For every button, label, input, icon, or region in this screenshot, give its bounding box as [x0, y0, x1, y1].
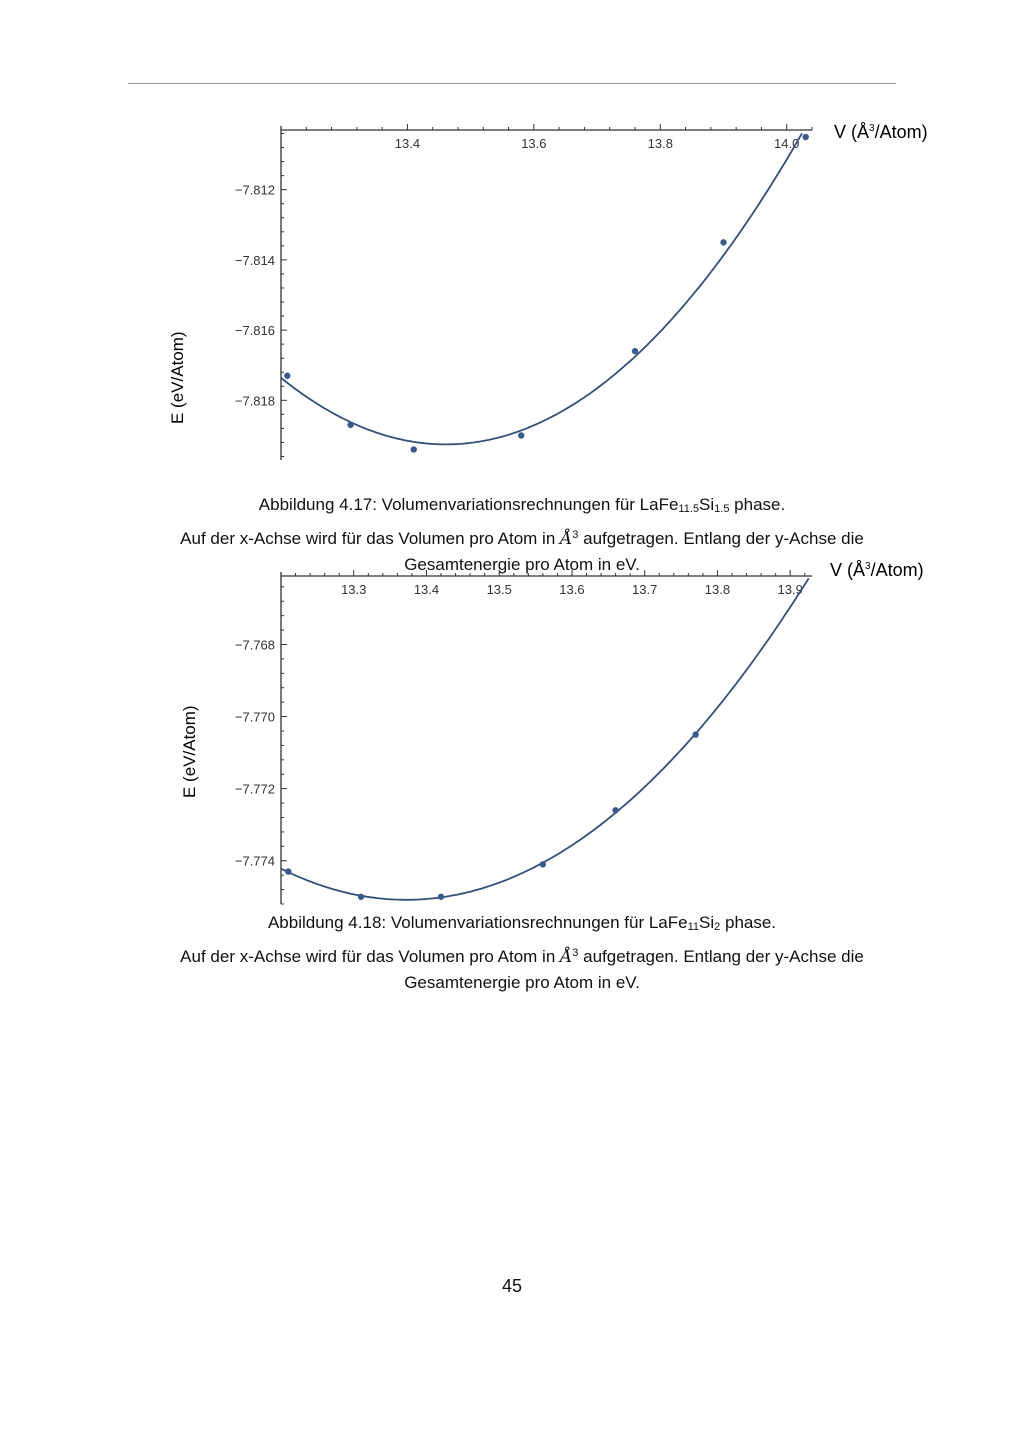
x-tick-label: 13.7 — [632, 582, 658, 597]
data-point — [720, 239, 726, 245]
data-point — [540, 861, 546, 867]
figure-caption — [110, 910, 934, 996]
x-tick-label: 13.5 — [486, 582, 512, 597]
y-tick-label: −7.818 — [234, 393, 275, 409]
caption-superscript: 3 — [572, 529, 579, 541]
data-point — [518, 432, 524, 438]
caption-superscript: 3 — [572, 947, 579, 959]
data-point — [284, 373, 290, 379]
figure-chart — [0, 556, 1024, 916]
caption-text: Si — [699, 495, 715, 514]
x-tick-label: 13.6 — [521, 136, 547, 151]
x-axis-label — [834, 122, 928, 143]
data-point — [411, 446, 417, 452]
data-point — [802, 134, 808, 140]
y-tick-label: −7.774 — [234, 853, 275, 869]
caption-line-2 — [110, 940, 934, 970]
y-tick-label: −7.768 — [234, 637, 275, 653]
y-tick-label: −7.816 — [234, 323, 275, 339]
x-axis-label-main: V (Å — [830, 560, 866, 580]
x-axis-label-main: V (Å — [834, 122, 870, 142]
chart-plot — [0, 110, 1024, 480]
angstrom-symbol: Å — [560, 947, 573, 967]
caption-text: Auf der x-Achse wird für das Volumen pro Atom in — [180, 947, 561, 966]
x-tick-label: 14.0 — [774, 136, 800, 151]
caption-subscript: 11 — [687, 921, 700, 933]
header-rule — [128, 83, 896, 84]
data-point — [692, 731, 698, 737]
y-tick-label: −7.812 — [234, 182, 275, 198]
caption-text: aufgetragen. Entlang der y-Achse die — [578, 947, 864, 966]
fit-curve — [281, 133, 802, 444]
caption-text: Auf der x-Achse wird für das Volumen pro Atom in — [180, 529, 561, 548]
caption-subscript: 11.5 — [678, 503, 700, 515]
caption-line-2 — [110, 522, 934, 552]
fit-curve — [281, 578, 809, 900]
caption-text: Abbildung 4.17: Volumenvariationsrechnungen für LaFe — [258, 495, 679, 514]
chart-plot — [0, 556, 1024, 916]
x-tick-label: 13.8 — [647, 136, 673, 151]
data-point — [285, 868, 291, 874]
page-number: 45 — [501, 1276, 523, 1296]
x-tick-label: 13.3 — [341, 582, 367, 597]
caption-line-1 — [110, 492, 934, 522]
data-point — [632, 348, 638, 354]
x-tick-label: 13.4 — [413, 582, 440, 597]
data-point — [358, 894, 364, 900]
data-point — [612, 807, 618, 813]
angstrom-symbol: Å — [560, 529, 573, 549]
y-axis-label: E (eV/Atom) — [180, 705, 199, 798]
caption-text: Abbildung 4.18: Volumenvariationsrechnungen für LaFe — [267, 913, 688, 932]
y-axis-label: E (eV/Atom) — [168, 331, 187, 424]
y-tick-label: −7.770 — [234, 709, 275, 725]
x-tick-label: 13.6 — [559, 582, 585, 597]
x-axis-label — [830, 560, 924, 581]
caption-subscript: 2 — [714, 921, 721, 933]
x-axis-label-end: /Atom) — [874, 122, 928, 142]
x-axis-label-end: /Atom) — [870, 560, 924, 580]
caption-line-3: Gesamtenergie pro Atom in eV. — [404, 555, 640, 574]
caption-line-3: Gesamtenergie pro Atom in eV. — [404, 973, 640, 992]
x-axis-label-sup: 3 — [869, 123, 875, 134]
data-point — [438, 894, 444, 900]
figure-chart — [0, 110, 1024, 480]
caption-text: aufgetragen. Entlang der y-Achse die — [578, 529, 864, 548]
data-point — [347, 422, 353, 428]
x-tick-label: 13.9 — [777, 582, 803, 597]
x-tick-label: 13.8 — [704, 582, 731, 597]
x-tick-label: 13.4 — [394, 136, 421, 151]
caption-text: phase. — [720, 913, 777, 932]
caption-subscript: 1.5 — [714, 503, 730, 515]
caption-text: phase. — [729, 495, 786, 514]
x-axis-label-sup: 3 — [865, 561, 871, 572]
caption-text: Si — [699, 913, 715, 932]
caption-line-1 — [110, 910, 934, 940]
y-tick-label: −7.814 — [234, 252, 275, 268]
y-tick-label: −7.772 — [234, 781, 275, 797]
